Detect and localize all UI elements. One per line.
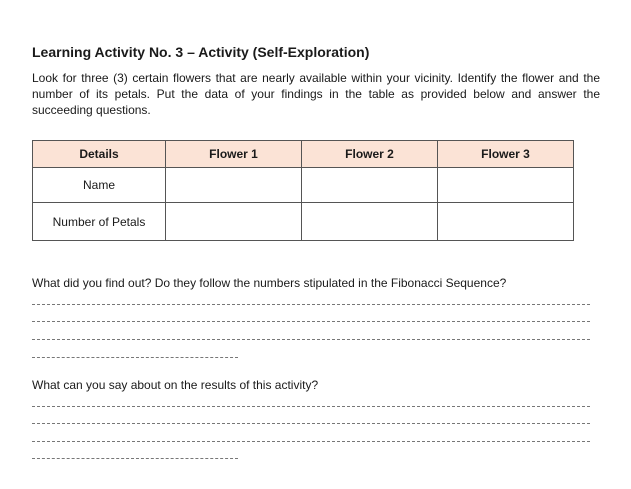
table-row bbox=[33, 168, 574, 203]
activity-title: Learning Activity No. 3 – Activity (Self-Exploration) bbox=[32, 44, 370, 60]
question-1: What did you find out? Do they follow the numbers stipulated in the Fibonacci Sequence? bbox=[32, 276, 507, 290]
cell-name-flower-1[interactable] bbox=[166, 168, 302, 203]
question-2: What can you say about on the results of this activity? bbox=[32, 378, 319, 392]
table-row bbox=[33, 203, 574, 241]
row-label-name: Name bbox=[33, 168, 166, 203]
table-header-flower-2: Flower 2 bbox=[302, 141, 438, 168]
cell-name-flower-2[interactable] bbox=[302, 168, 438, 203]
answer-line-q2-3[interactable] bbox=[32, 441, 590, 442]
activity-instructions: Look for three (3) certain flowers that are nearly available within your vicinity. Identify the flower and the number of its petals. Put the data of your findings in the table as provided below and answer the succeeding questions. bbox=[32, 71, 600, 117]
table-header-details: Details bbox=[33, 141, 166, 168]
table-header-flower-1: Flower 1 bbox=[166, 141, 302, 168]
row-label-number-of-petals: Number of Petals bbox=[33, 203, 166, 241]
cell-name-flower-3[interactable] bbox=[438, 168, 574, 203]
cell-petals-flower-1[interactable] bbox=[166, 203, 302, 241]
findings-table bbox=[32, 140, 574, 241]
answer-line-q1-1[interactable] bbox=[32, 304, 590, 305]
answer-line-q2-2[interactable] bbox=[32, 423, 590, 424]
table-header-row bbox=[33, 141, 574, 168]
answer-line-q1-4[interactable] bbox=[32, 357, 238, 358]
answer-line-q2-1[interactable] bbox=[32, 406, 590, 407]
cell-petals-flower-2[interactable] bbox=[302, 203, 438, 241]
table-header-flower-3: Flower 3 bbox=[438, 141, 574, 168]
answer-line-q2-4[interactable] bbox=[32, 458, 238, 459]
cell-petals-flower-3[interactable] bbox=[438, 203, 574, 241]
answer-line-q1-2[interactable] bbox=[32, 321, 590, 322]
answer-line-q1-3[interactable] bbox=[32, 339, 590, 340]
